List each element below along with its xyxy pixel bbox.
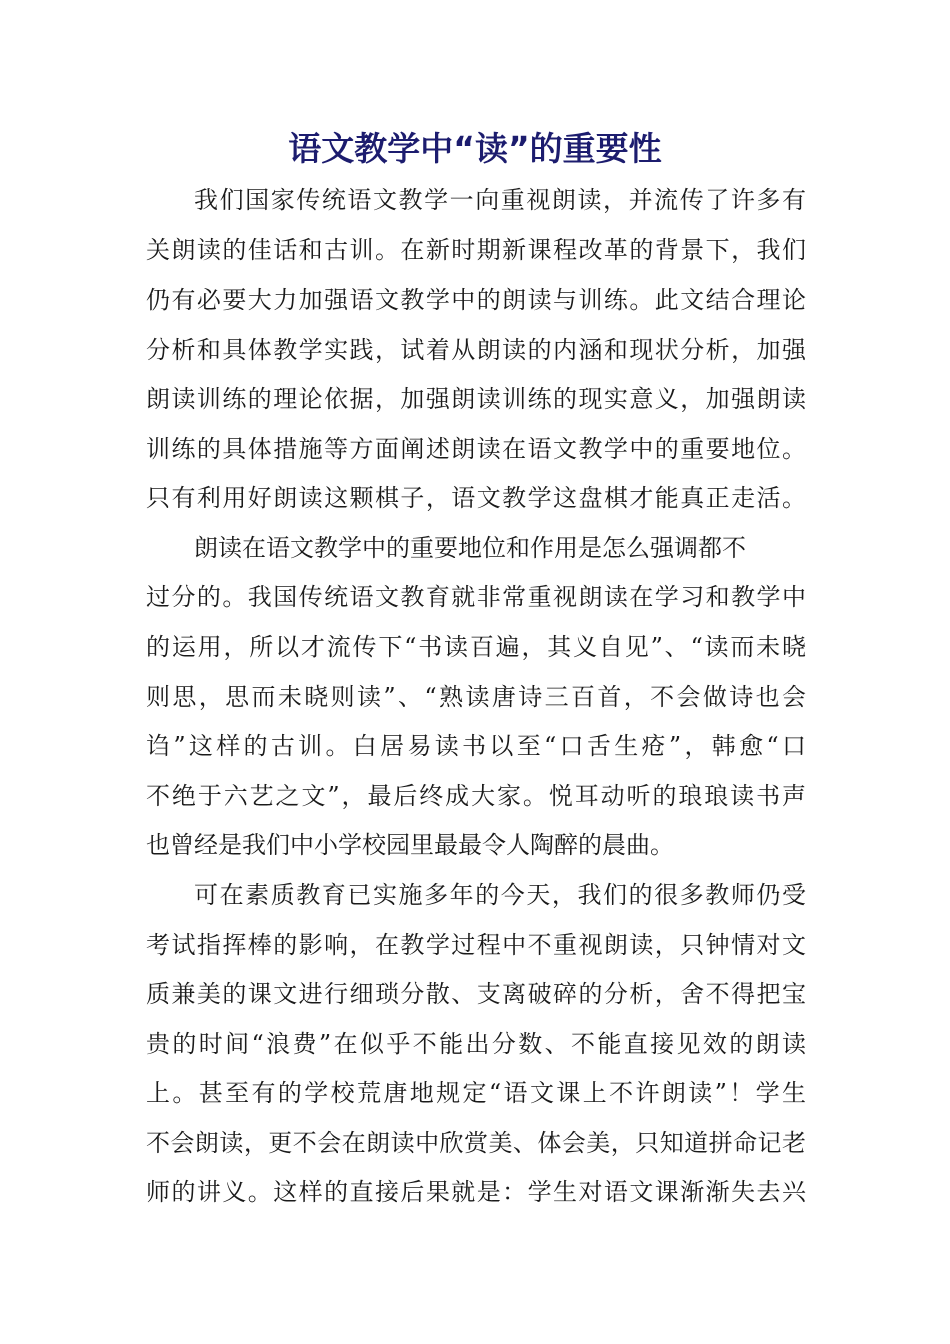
text-line: 关朗读的佳话和古训。在新时期新课程改革的背景下，我们 — [146, 236, 806, 264]
text-line: 分析和具体教学实践，试着从朗读的内涵和现状分析，加强 — [146, 336, 806, 364]
text-line: 质兼美的课文进行细琐分散、支离破碎的分析，舍不得把宝 — [146, 980, 806, 1008]
text-line: 则思，思而未晓则读”、“熟读唐诗三百首，不会做诗也会 — [146, 683, 806, 711]
text-line: 上。甚至有的学校荒唐地规定“语文课上不许朗读”！学生 — [146, 1079, 806, 1107]
text-line: 可在素质教育已实施多年的今天，我们的很多教师仍受 — [194, 881, 806, 909]
text-line: 仍有必要大力加强语文教学中的朗读与训练。此文结合理论 — [146, 286, 806, 314]
text-line: 过分的。我国传统语文教育就非常重视朗读在学习和教学中 — [146, 583, 806, 611]
text-line: 朗读训练的理论依据，加强朗读训练的现实意义，加强朗读 — [146, 385, 806, 413]
text-line: 师的讲义。这样的直接后果就是：学生对语文课渐渐失去兴 — [146, 1178, 806, 1206]
text-line: 的运用，所以才流传下“书读百遍，其义自见”、“读而未晓 — [146, 633, 806, 661]
text-line: 我们国家传统语文教学一向重视朗读，并流传了许多有 — [194, 186, 806, 214]
document-title: 语文教学中“读”的重要性 — [288, 129, 662, 168]
text-line: 也曾经是我们中小学校园里最最令人陶醉的晨曲。 — [146, 831, 674, 859]
text-line: 训练的具体措施等方面阐述朗读在语文教学中的重要地位。 — [146, 435, 806, 463]
text-line: 只有利用好朗读这颗棋子，语文教学这盘棋才能真正走活。 — [146, 484, 806, 512]
text-line: 不绝于六艺之文”，最后终成大家。悦耳动听的琅琅读书声 — [146, 782, 806, 810]
text-line: 考试指挥棒的影响，在教学过程中不重视朗读，只钟情对文 — [146, 931, 806, 959]
text-line: 诌”这样的古训。白居易读书以至“口舌生疮”，韩愈“口 — [146, 732, 806, 760]
text-line: 不会朗读，更不会在朗读中欣赏美、体会美，只知道拼命记老 — [146, 1129, 806, 1157]
text-line: 贵的时间“浪费”在似乎不能出分数、不能直接见效的朗读 — [146, 1030, 806, 1058]
text-line: 朗读在语文教学中的重要地位和作用是怎么强调都不 — [194, 534, 746, 562]
